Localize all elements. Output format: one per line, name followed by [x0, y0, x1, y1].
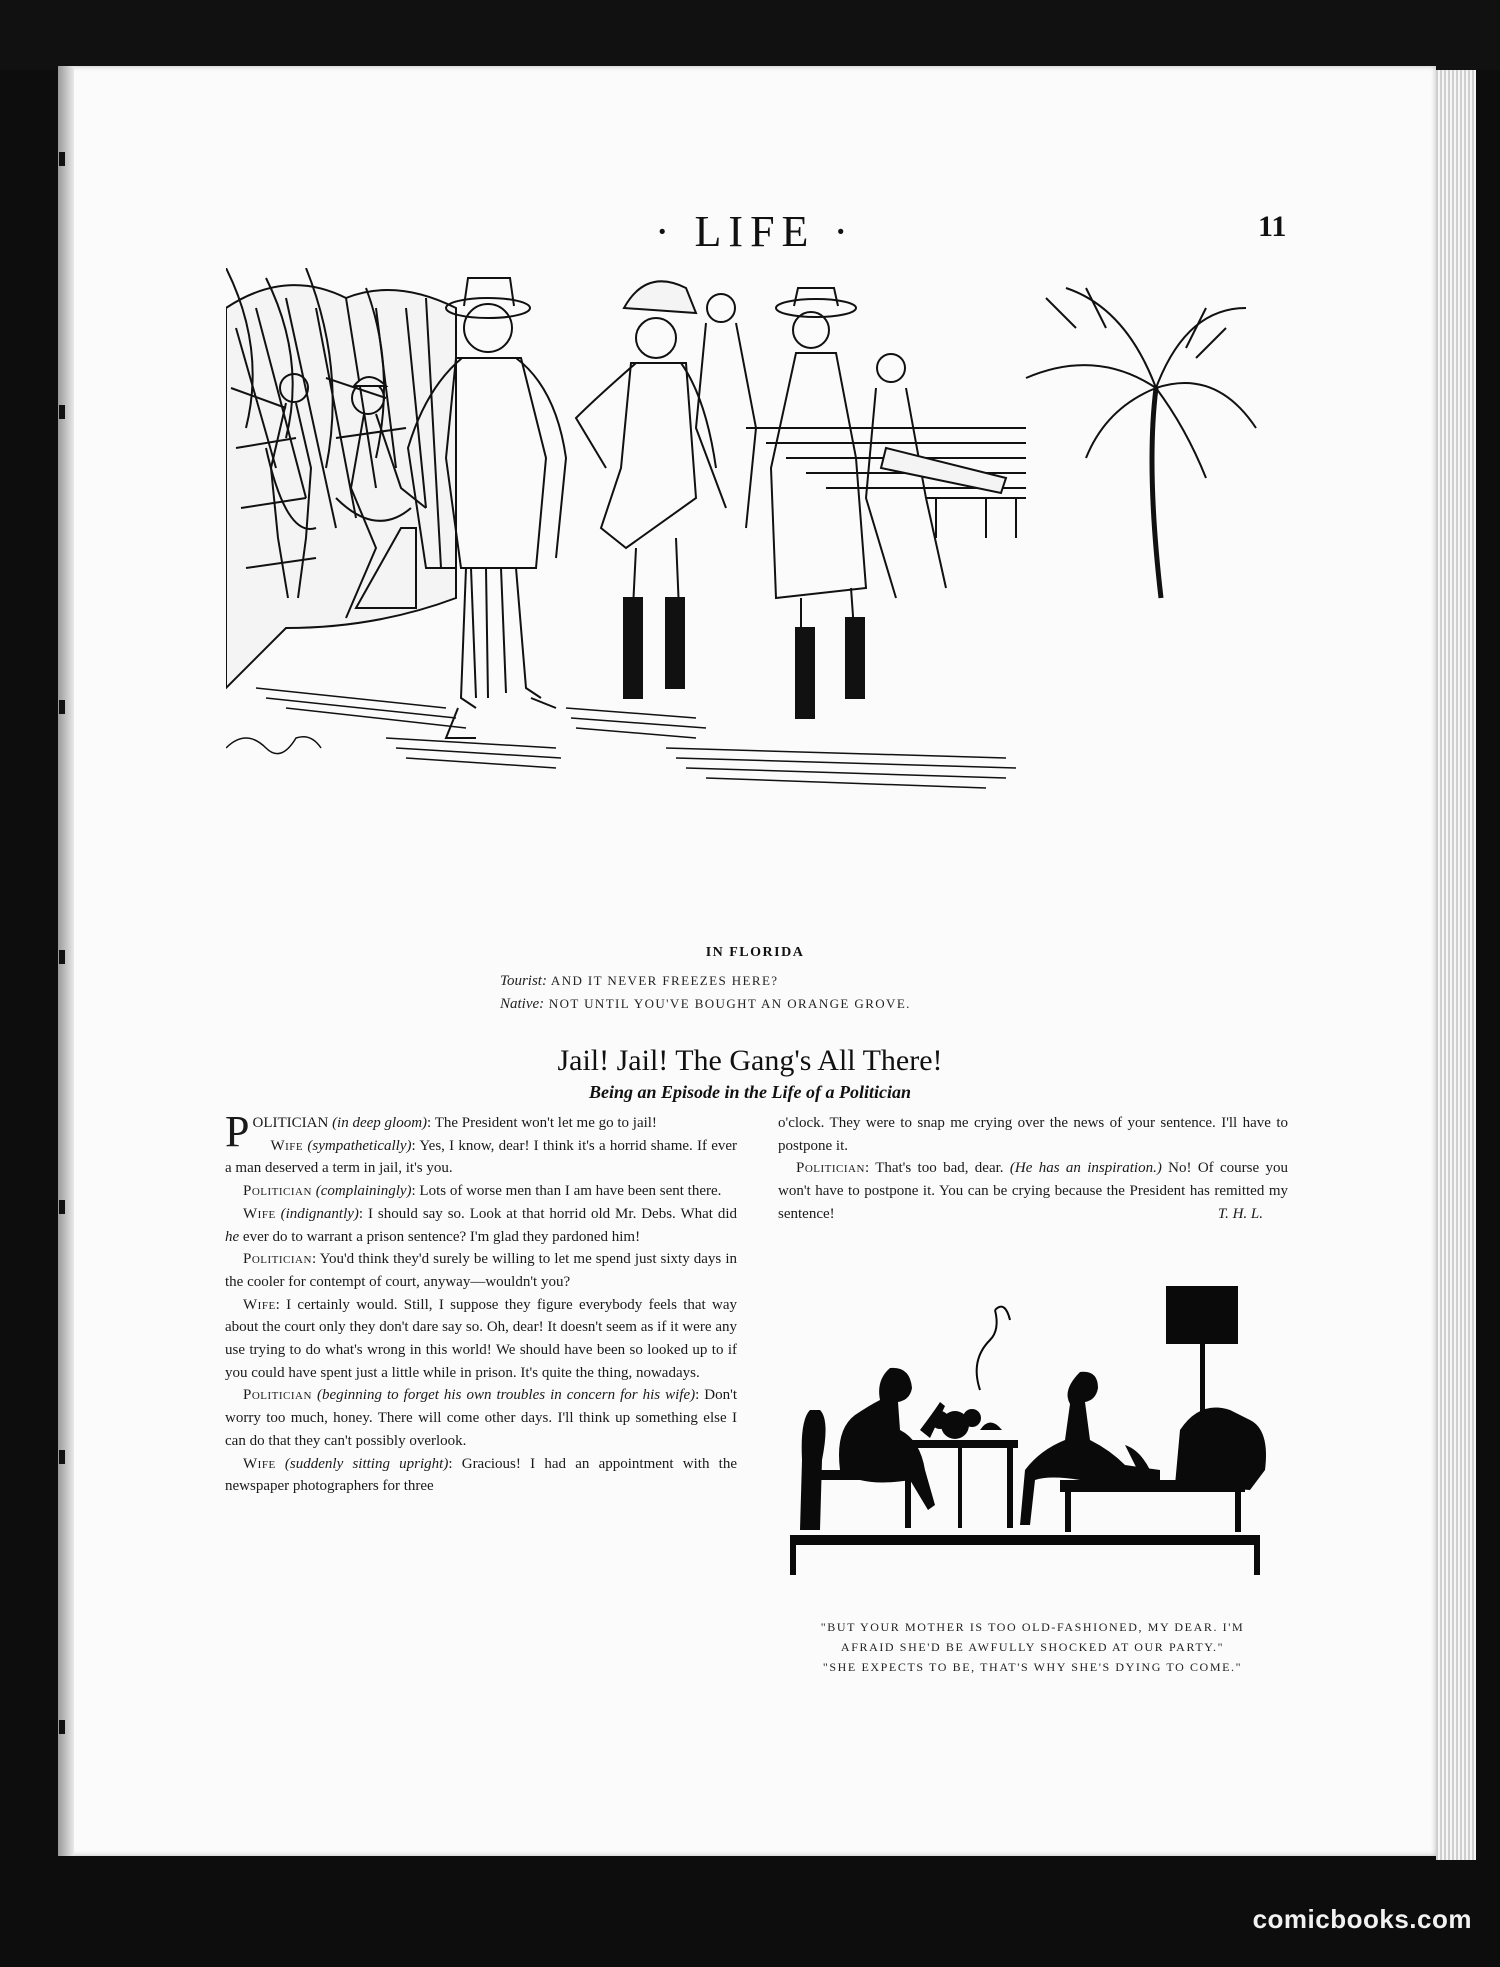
- binding-mark: [59, 1720, 65, 1734]
- seated-woman-left: [839, 1368, 935, 1510]
- dialogue: : Gracious! I had an appointment with the newspaper photographers for three: [225, 1455, 737, 1495]
- cartoon-title: IN FLORIDA: [705, 945, 805, 960]
- paragraph: [225, 1453, 737, 1498]
- caption-text: AND IT NEVER FREEZES HERE?: [550, 973, 779, 988]
- dialogue: : I certainly would. Still, I suppose they figure everybody feels that way about the court only they don't dare say so. Oh, dear! It doesn't seem as if it were any use trying to do what's wrong in this world! We should have been so looked up to if you could have spent just a little while in prison. It's quite the thing, nowadays.: [225, 1296, 737, 1381]
- watermark: comicbooks.com: [1252, 1904, 1472, 1934]
- paragraph: [225, 1135, 737, 1180]
- paragraph: [225, 1248, 737, 1293]
- binding-mark: [59, 1200, 65, 1214]
- silhouette-caption-line: AFRAID SHE'D BE AWFULLY SHOCKED AT OUR PARTY.": [840, 1640, 1225, 1654]
- stage-direction: (indignantly): [280, 1205, 359, 1222]
- stage-direction: (sympathetically): [307, 1137, 412, 1154]
- dialogue: : That's too bad, dear.: [864, 1160, 1004, 1177]
- palm-tree: [1026, 288, 1256, 598]
- binding-mark: [59, 950, 65, 964]
- stage-direction: (suddenly sitting upright): [284, 1455, 449, 1472]
- dialogue: : The President won't let me go to jail!: [427, 1115, 657, 1131]
- paragraph: [225, 1180, 737, 1203]
- speaker: Politician: [243, 1387, 312, 1404]
- speaker: Wife: [243, 1455, 276, 1472]
- binding-mark: [59, 152, 65, 166]
- cartoon-caption-tourist: [500, 973, 1060, 990]
- silhouette-caption-line: "BUT YOUR MOTHER IS TOO OLD-FASHIONED, MY DEAR. I'M: [820, 1620, 1245, 1634]
- drop-cap: P: [225, 1107, 250, 1156]
- speaker: Politician: [243, 1183, 312, 1200]
- dialogue: : Yes, I know, dear! I think it's a horrid shame. If ever a man deserved a term in jail, it's you.: [225, 1137, 737, 1177]
- pith-helmet-man-figure: [576, 281, 716, 698]
- caption-text: NOT UNTIL YOU'VE BOUGHT AN ORANGE GROVE.: [548, 996, 911, 1011]
- dialogue: ever do to warrant a prison sentence? I'm glad they pardoned him!: [242, 1228, 641, 1245]
- background-walkers: [696, 294, 1006, 598]
- table-leg: [958, 1448, 962, 1528]
- steam-ribbon: [977, 1307, 1010, 1390]
- stage-direction: (beginning to forget his own troubles in concern for his wife): [316, 1387, 696, 1404]
- florida-cartoon-illustration: [226, 268, 1266, 938]
- stage-direction: (He has an inspiration.): [1009, 1160, 1162, 1177]
- woman-in-boater-figure: [771, 288, 866, 718]
- silhouette-caption-line: "SHE EXPECTS TO BE, THAT'S WHY SHE'S DYING TO COME.": [822, 1660, 1243, 1674]
- lamp-shade: [1166, 1286, 1238, 1344]
- floor-platform: [790, 1535, 1260, 1545]
- paragraph: [225, 1294, 737, 1385]
- cartoon-caption-native: [500, 996, 1060, 1013]
- article-column-left: [225, 1107, 738, 1498]
- binding-mark: [59, 1450, 65, 1464]
- speaker: Wife: [243, 1296, 276, 1313]
- silhouette-party-illustration: [780, 1280, 1280, 1602]
- caption-speaker: Native:: [500, 996, 545, 1012]
- scan-background-top: [0, 0, 1500, 70]
- teapot: [980, 1423, 1002, 1431]
- dialogue: : Lots of worse men than I am have been sent there.: [411, 1183, 722, 1200]
- table-leg: [905, 1448, 911, 1528]
- paragraph: [225, 1384, 737, 1452]
- speaker: OLITICIAN: [252, 1115, 329, 1131]
- table-leg: [1007, 1448, 1013, 1528]
- paragraph: [225, 1203, 737, 1248]
- railing: [926, 498, 1026, 538]
- page-edges: [1436, 70, 1476, 1860]
- dialogue: : I should say so. Look at that horrid old Mr. Debs. What did: [358, 1205, 737, 1222]
- seated-woman-right: [1020, 1372, 1160, 1525]
- binding-mark: [59, 405, 65, 419]
- article-column-right: [778, 1112, 1288, 1226]
- dialogue: : Don't worry too much, honey. There will come other days. I'll think up something else I can do that they can't possibly overlook.: [225, 1387, 738, 1449]
- left-foliage: [226, 268, 456, 688]
- artist-signature: [226, 737, 321, 754]
- speaker: Wife: [270, 1137, 304, 1154]
- masthead: · LIFE ·: [654, 207, 856, 256]
- article-title: Jail! Jail! The Gang's All There!: [557, 1044, 943, 1077]
- ground-shadows: [256, 688, 1016, 788]
- author-signature: T. H. L.: [1217, 1205, 1263, 1222]
- speaker: Politician: [796, 1160, 865, 1177]
- article-subtitle: Being an Episode in the Life of a Politician: [588, 1082, 911, 1102]
- tea-table-top: [898, 1440, 1018, 1448]
- speaker: Wife: [243, 1205, 276, 1222]
- dialogue: : You'd think they'd surely be willing to let me spend just sixty days in the cooler for contempt of court, anyway—wouldn't you?: [225, 1251, 737, 1290]
- dialogue: o'clock. They were to snap me crying over the news of your sentence. I'll have to postpone it.: [778, 1115, 1288, 1154]
- page-number: 11: [1258, 210, 1287, 243]
- stage-direction: (in deep gloom): [332, 1115, 428, 1131]
- paragraph: [778, 1112, 1288, 1157]
- speaker: Politician: [243, 1251, 312, 1268]
- binding-mark: [59, 700, 65, 714]
- emphasis: he: [225, 1228, 240, 1245]
- dialogue: No! Of course you won't have to postpone it. You can be crying because the President has remitted my sentence!: [778, 1160, 1288, 1222]
- sofa-cushions: [1175, 1408, 1266, 1491]
- stage-direction: (complainingly): [315, 1183, 412, 1200]
- caption-speaker: Tourist:: [500, 973, 547, 989]
